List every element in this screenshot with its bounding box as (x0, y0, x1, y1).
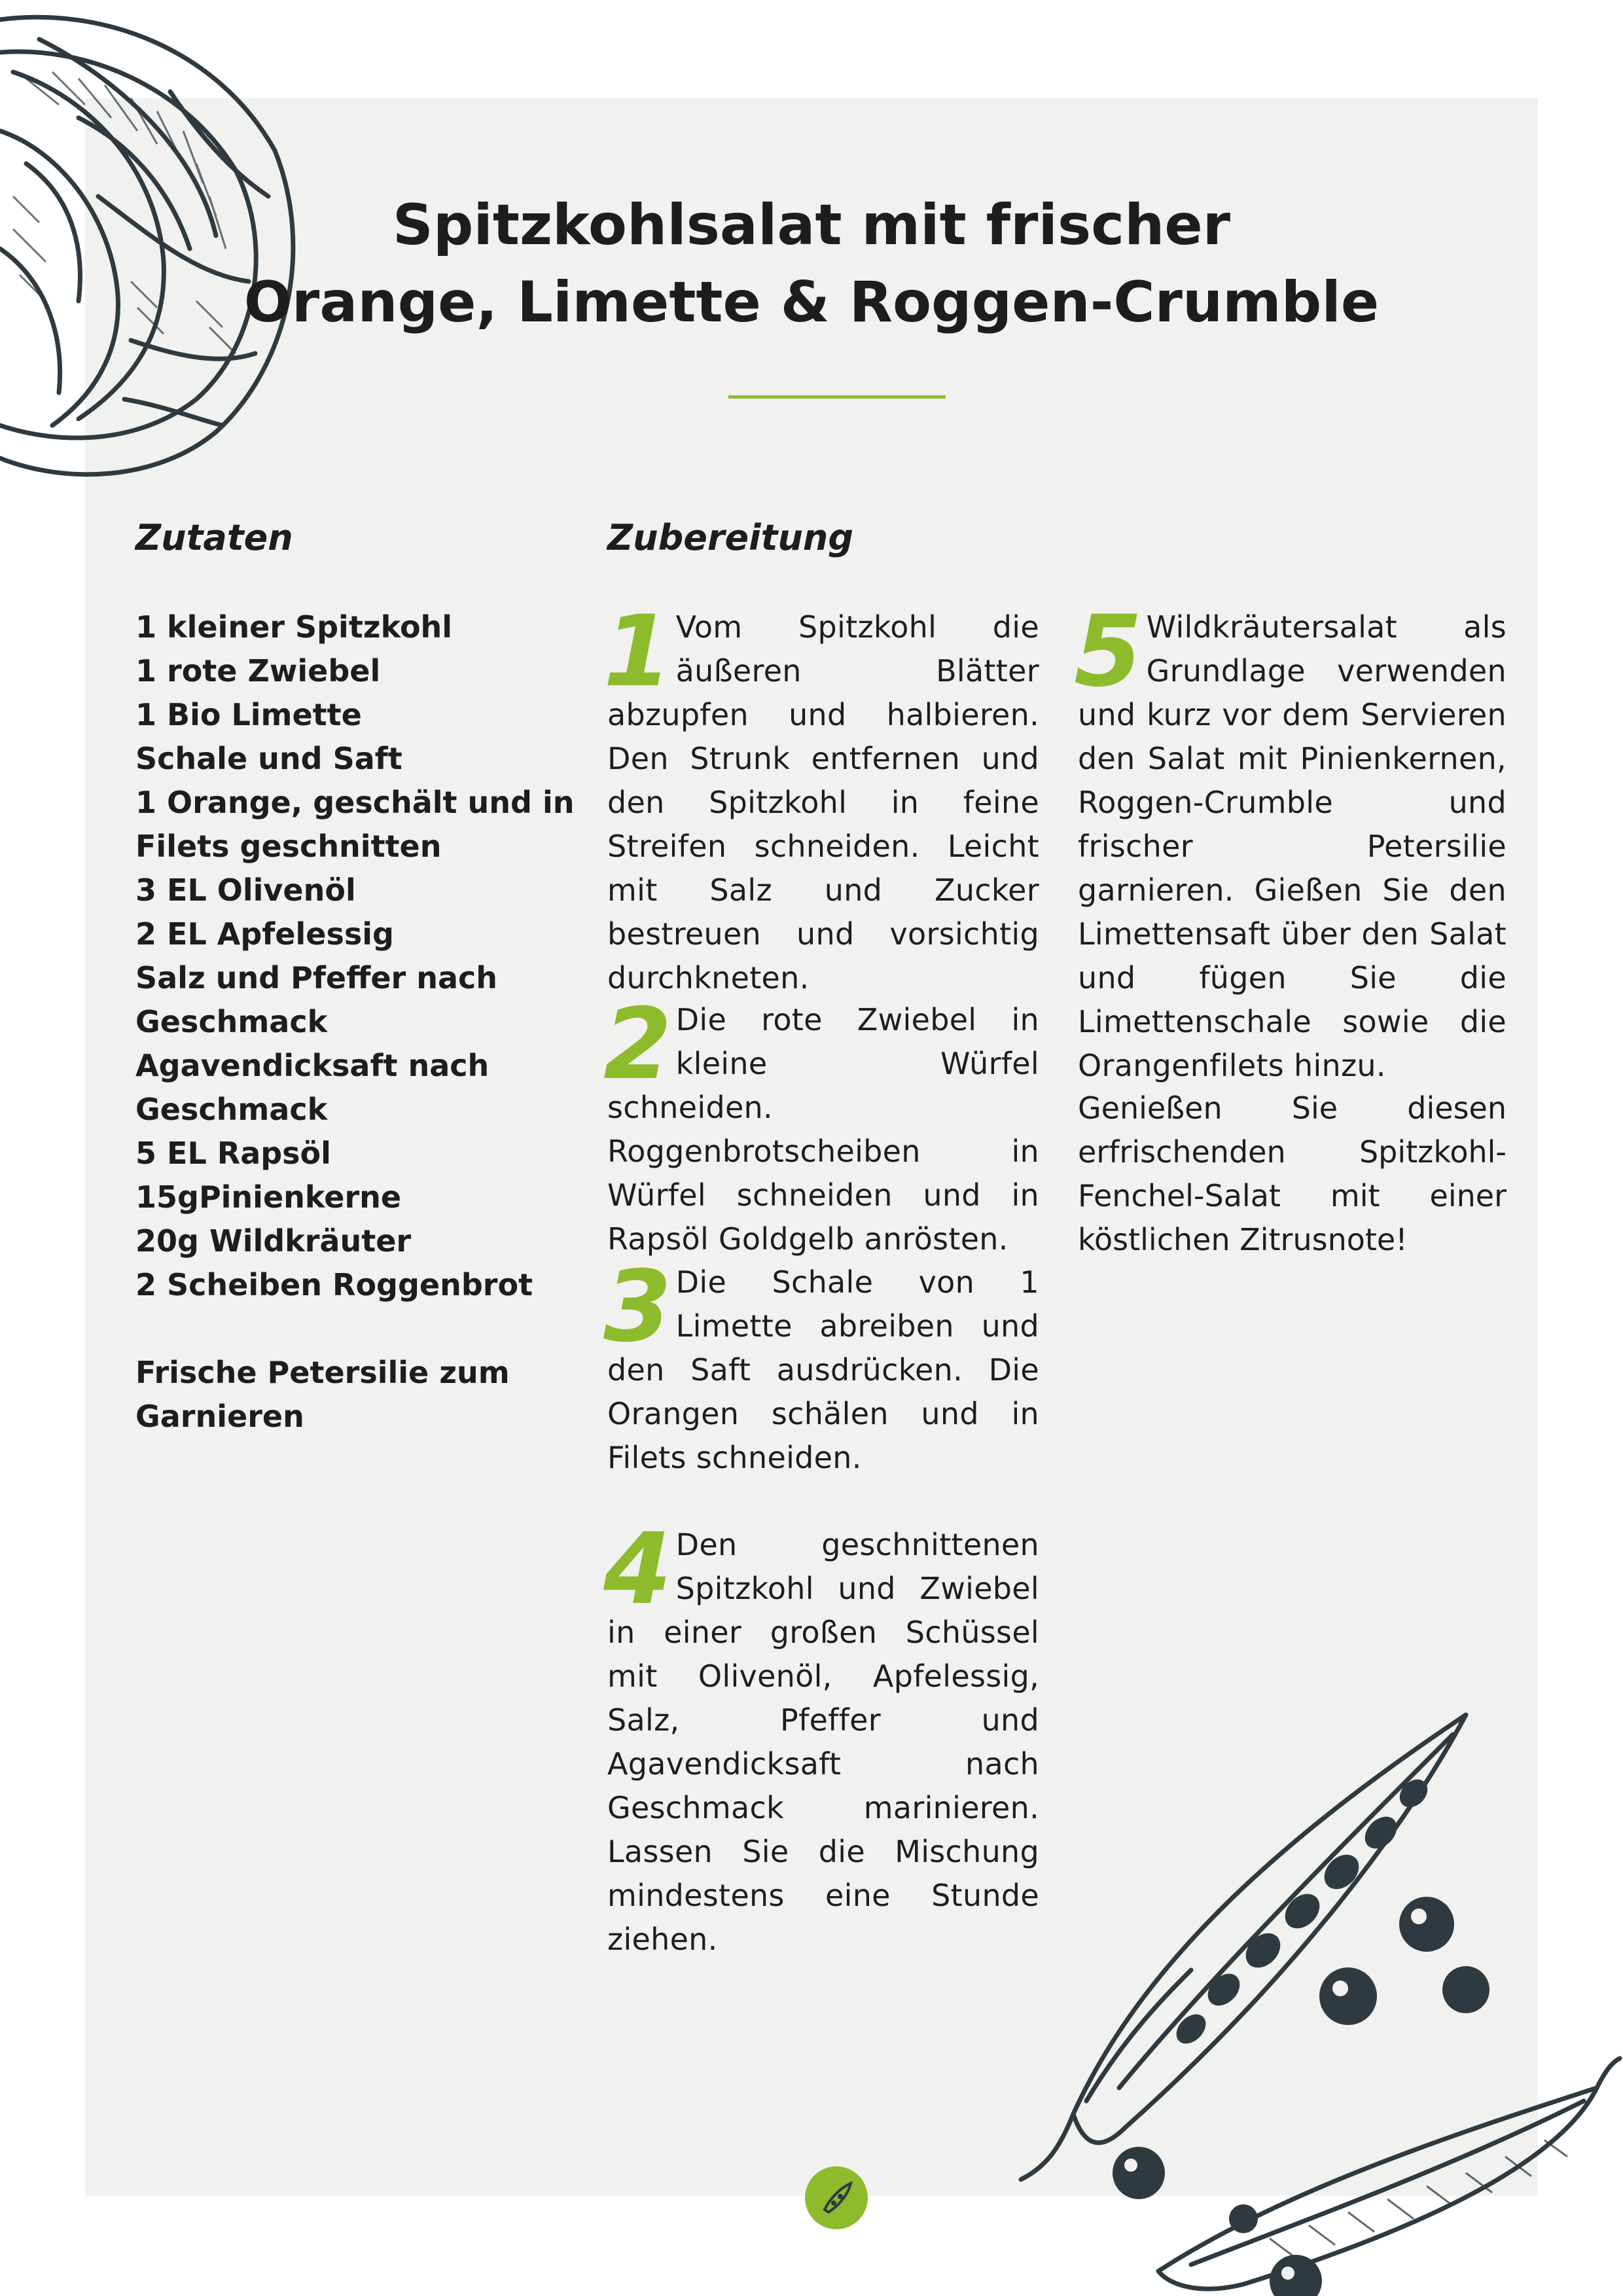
step-text: Die rote Zwiebel in kleine Würfel schneiden. Roggenbrotscheiben in Würfel schneiden und in Rapsöl Goldgelb anrösten. (607, 1002, 1039, 1257)
step-text: Wildkräutersalat als Grundlage verwenden und kurz vor dem Servieren den Salat mit Pinienkernen, Roggen-Crumble und frischer Petersilie garnieren. Gießen Sie den Limettensaft über den Salat und fügen Sie die Limettenschale sowie die Orangenfilets hinzu. (1078, 609, 1507, 1083)
pea-logo-icon (805, 2166, 868, 2229)
ingredient-item: 5 EL Rapsöl (135, 1136, 331, 1171)
preparation-step-2 (603, 988, 1039, 1261)
ingredient-item: 2 Scheiben Roggenbrot (135, 1267, 533, 1302)
title-line-1: Spitzkohlsalat mit frischer (392, 192, 1231, 258)
ingredient-item: 1 rote Zwiebel (135, 653, 381, 689)
step-number: 2 (603, 988, 672, 1102)
step-number: 3 (603, 1250, 672, 1364)
step-number: 1 (603, 595, 672, 709)
ingredient-item: 2 EL Apfelessig (135, 916, 394, 952)
ingredients-list (135, 605, 575, 1439)
spacer (135, 1307, 528, 1351)
recipe-title (0, 187, 1623, 341)
ingredient-item: Salz und Pfeffer nach (135, 960, 498, 996)
preparation-heading: Zubereitung (607, 517, 853, 558)
preparation-step-4 (603, 1513, 1039, 1962)
ingredient-item: 1 Orange, geschält und in (135, 785, 575, 820)
closing-text: Genießen Sie diesen erfrischenden Spitzkohl-Fenchel-Salat mit einer köstlichen Zitrusnote! (1078, 1090, 1507, 1257)
ingredient-item: 20g Wildkräuter (135, 1223, 412, 1259)
step-text: Die Schale von 1 Limette abreiben und den Saft ausdrücken. Die Orangen schälen und in Filets schneiden. (607, 1265, 1039, 1475)
step-text: Vom Spitzkohl die äußeren Blätter abzupfen und halbieren. Den Strunk entfernen und den Spitzkohl in feine Streifen schneiden. Leicht mit Salz und Zucker bestreuen und vorsichtig durchkneten. (607, 609, 1039, 996)
ingredient-item: 1 Bio Limette (135, 697, 362, 732)
preparation-step-3 (603, 1250, 1039, 1480)
ingredient-item: 3 EL Olivenöl (135, 872, 356, 908)
ingredients-heading: Zutaten (135, 517, 293, 558)
ingredient-item: 15gPinienkerne (135, 1179, 402, 1215)
ingredient-item: Agavendicksaft nach (135, 1048, 490, 1083)
pea-pods-illustration-icon (995, 1695, 1623, 2296)
ingredient-item: Geschmack (135, 1004, 328, 1039)
title-line-2: Orange, Limette & Roggen-Crumble (243, 270, 1380, 335)
ingredient-item: Filets geschnitten (135, 829, 442, 864)
preparation-step-1 (603, 595, 1039, 1000)
title-divider (728, 395, 946, 399)
ingredient-item: Schale und Saft (135, 741, 402, 776)
ingredient-item: 1 kleiner Spitzkohl (135, 609, 453, 645)
step-number: 4 (603, 1513, 672, 1626)
step-text: Den geschnittenen Spitzkohl und Zwiebel in einer großen Schüssel mit Olivenöl, Apfelessig, Salz, Pfeffer und Agavendicksaft nach Geschmack marinieren. Lassen Sie die Mischung mindestens eine Stunde ziehen. (607, 1527, 1039, 1957)
garnish-item: Frische Petersilie zum (135, 1355, 510, 1390)
garnish-item: Garnieren (135, 1399, 304, 1434)
ingredient-item: Geschmack (135, 1092, 328, 1127)
step-number: 5 (1074, 595, 1143, 709)
preparation-step-5 (1074, 595, 1507, 1088)
